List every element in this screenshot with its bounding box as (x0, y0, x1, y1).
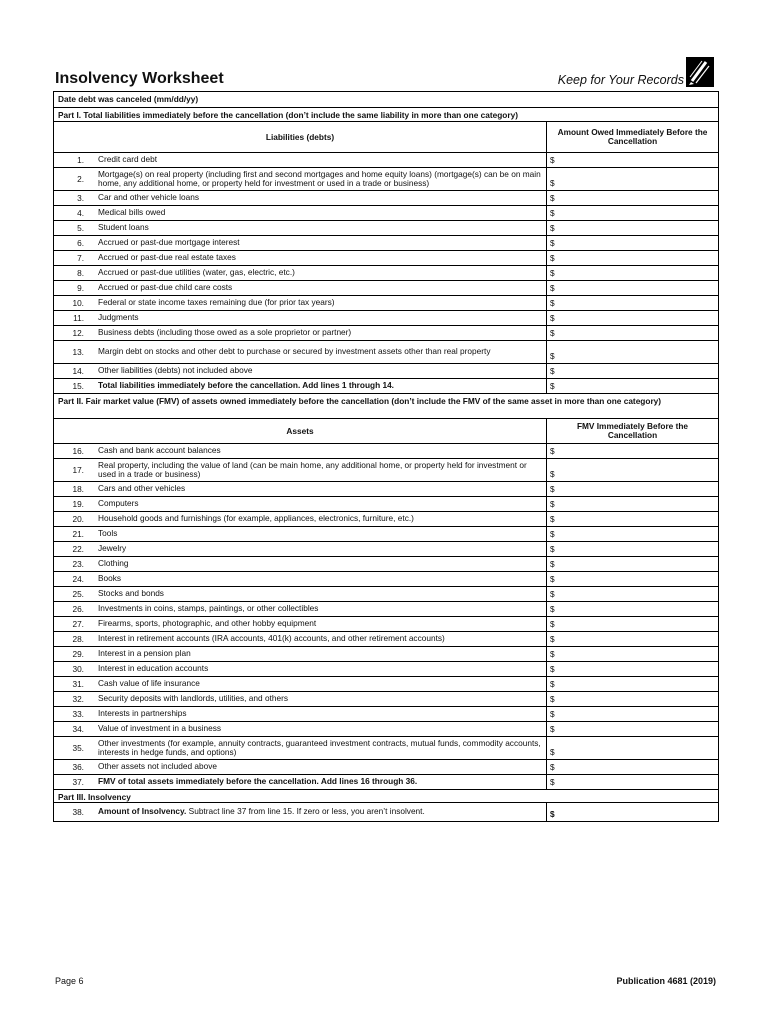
table-row (54, 236, 718, 251)
table-row (54, 707, 718, 722)
line-38-amount-field[interactable]: $ (546, 803, 718, 821)
part1-heading (54, 108, 718, 122)
amount-field[interactable]: $ (546, 572, 718, 586)
line-description: Business debts (including those owed as a sole proprietor or partner) (98, 327, 352, 338)
amount-field[interactable]: $ (546, 542, 718, 556)
amount-field[interactable]: $ (546, 692, 718, 706)
table-row (54, 326, 718, 341)
line-38-row (54, 803, 718, 822)
amount-field[interactable]: $ (546, 364, 718, 378)
amount-field[interactable]: $ (546, 587, 718, 601)
page-title: Insolvency Worksheet (55, 70, 224, 87)
assets-column-label: Assets (286, 426, 314, 436)
table-row (54, 587, 718, 602)
part3-heading (54, 790, 718, 803)
amount-field[interactable]: $ (546, 707, 718, 721)
part2-column-header (54, 419, 718, 444)
amount-field[interactable]: $ (546, 775, 718, 789)
line-description: Books (98, 573, 122, 584)
line-number: 24. (72, 574, 84, 584)
line-description: Computers (98, 498, 139, 509)
amount-field[interactable]: $ (546, 311, 718, 325)
table-row (54, 617, 718, 632)
amount-field[interactable]: $ (546, 236, 718, 250)
line-description: Judgments (98, 312, 139, 323)
line-description: Real property, including the value of land (can be main home, any additional home, or property held for investment or used in a trade or business) (98, 459, 527, 479)
table-row (54, 379, 718, 394)
amount-field[interactable]: $ (546, 482, 718, 496)
line-description: Accrued or past-due child care costs (98, 282, 233, 293)
line-number: 35. (72, 743, 84, 753)
table-row (54, 722, 718, 737)
line-description: FMV of total assets immediately before the cancellation. Add lines 16 through 36. (98, 776, 418, 787)
line-description: Investments in coins, stamps, paintings, or other collectibles (98, 603, 319, 614)
publication-id: Publication 4681 (2019) (616, 976, 716, 986)
line-description: Car and other vehicle loans (98, 192, 200, 203)
insolvency-instruction: Subtract line 37 from line 15. If zero or less, you aren’t insolvent. (186, 806, 425, 817)
amount-field[interactable]: $ (546, 677, 718, 691)
date-canceled-label: Date debt was canceled (mm/dd/yy) (58, 94, 199, 104)
amount-field[interactable]: $ (546, 379, 718, 393)
amount-field[interactable]: $ (546, 281, 718, 295)
line-number: 16. (72, 446, 84, 456)
line-description: Other investments (for example, annuity contracts, guaranteed investment contracts, mutual funds, commodity accounts, interests in hedge funds, and options) (98, 737, 541, 757)
table-row (54, 459, 718, 482)
amount-field[interactable]: $ (546, 296, 718, 310)
line-number: 22. (72, 544, 84, 554)
insolvency-worksheet-form (53, 91, 719, 822)
line-description: Firearms, sports, photographic, and other hobby equipment (98, 618, 317, 629)
line-number: 32. (72, 694, 84, 704)
date-canceled-row (54, 92, 718, 108)
part1-column-header (54, 122, 718, 153)
line-description: Cars and other vehicles (98, 483, 186, 494)
fmv-column-label: FMV Immediately Before the Cancellation (546, 419, 718, 443)
line-description: Clothing (98, 558, 129, 569)
line-description: Cash value of life insurance (98, 678, 200, 689)
line-description: Household goods and furnishings (for example, appliances, electronics, furniture, etc.) (98, 513, 414, 524)
amount-field[interactable]: $ (546, 341, 718, 363)
line-number: 9. (77, 283, 84, 293)
table-row (54, 266, 718, 281)
amount-field[interactable]: $ (546, 221, 718, 235)
line-description: Interests in partnerships (98, 708, 187, 719)
amount-field[interactable]: $ (546, 459, 718, 481)
line-description: Margin debt on stocks and other debt to purchase or secured by investment assets other than real property (98, 346, 491, 357)
line-description: Interest in retirement accounts (IRA accounts, 401(k) accounts, and other retirement accounts) (98, 633, 445, 644)
table-row (54, 206, 718, 221)
amount-field[interactable]: $ (546, 266, 718, 280)
amount-field[interactable]: $ (546, 206, 718, 220)
insolvency-label: Amount of Insolvency. (98, 806, 187, 817)
table-row (54, 632, 718, 647)
part2-heading-text: Part II. Fair market value (FMV) of assets owned immediately before the cancellation (don’t include the FMV of the same asset in more than one category) (58, 396, 662, 406)
table-row (54, 662, 718, 677)
amount-field[interactable]: $ (546, 326, 718, 340)
pencil-icon (686, 57, 714, 87)
amount-owed-column-label: Amount Owed Immediately Before the Cancellation (546, 122, 718, 152)
amount-field[interactable]: $ (546, 647, 718, 661)
line-number: 12. (72, 328, 84, 338)
line-number: 4. (77, 208, 84, 218)
line-description: Student loans (98, 222, 149, 233)
line-number: 15. (72, 381, 84, 391)
line-number: 38. (72, 807, 84, 817)
table-row (54, 281, 718, 296)
amount-field[interactable]: $ (546, 527, 718, 541)
line-number: 25. (72, 589, 84, 599)
part1-heading-text: Part I. Total liabilities immediately before the cancellation (don’t include the same liability in more than one category) (58, 110, 518, 120)
line-number: 20. (72, 514, 84, 524)
amount-field[interactable]: $ (546, 153, 718, 167)
amount-field[interactable]: $ (546, 557, 718, 571)
line-number: 29. (72, 649, 84, 659)
keep-records-note: Keep for Your Records (557, 73, 684, 87)
line-number: 11. (73, 313, 84, 323)
amount-field[interactable]: $ (546, 602, 718, 616)
line-description: Mortgage(s) on real property (including first and second mortgages and home equity loans) (mortgage(s) can be on main home, any additional home, or property held for investment or used in a trade or business) (98, 168, 541, 188)
line-number: 18. (72, 484, 84, 494)
line-description: Accrued or past-due real estate taxes (98, 252, 236, 263)
line-number: 21. (72, 529, 84, 539)
line-description (96, 803, 546, 821)
line-description: Credit card debt (98, 154, 158, 165)
line-description: Federal or state income taxes remaining due (for prior tax years) (98, 297, 335, 308)
table-row (54, 677, 718, 692)
table-row (54, 512, 718, 527)
amount-field[interactable]: $ (546, 760, 718, 774)
table-row (54, 311, 718, 326)
part1-rows (54, 153, 718, 394)
table-row (54, 602, 718, 617)
table-row (54, 221, 718, 236)
table-row (54, 364, 718, 379)
line-number: 8. (77, 268, 84, 278)
table-row (54, 542, 718, 557)
amount-field[interactable]: $ (546, 662, 718, 676)
table-row (54, 444, 718, 459)
line-description: Stocks and bonds (98, 588, 164, 599)
amount-field[interactable]: $ (546, 617, 718, 631)
table-row (54, 760, 718, 775)
table-row (54, 775, 718, 790)
line-description: Accrued or past-due mortgage interest (98, 237, 240, 248)
table-row (54, 557, 718, 572)
table-row (54, 251, 718, 266)
amount-field[interactable]: $ (546, 737, 718, 759)
table-row (54, 647, 718, 662)
liabilities-column-label: Liabilities (debts) (265, 132, 335, 142)
line-description: Total liabilities immediately before the cancellation. Add lines 1 through 14. (98, 380, 394, 391)
line-number: 27. (72, 619, 84, 629)
line-description: Interest in a pension plan (98, 648, 191, 659)
amount-field[interactable]: $ (546, 512, 718, 526)
amount-field[interactable]: $ (546, 191, 718, 205)
line-description: Value of investment in a business (98, 723, 221, 734)
line-number: 33. (72, 709, 84, 719)
line-number: 2. (77, 174, 84, 184)
table-row (54, 692, 718, 707)
line-description: Interest in education accounts (98, 663, 209, 674)
line-number: 5. (77, 223, 84, 233)
line-number: 36. (72, 762, 84, 772)
table-row (54, 527, 718, 542)
amount-field[interactable]: $ (546, 444, 718, 458)
line-number: 7. (77, 253, 84, 263)
part2-rows (54, 444, 718, 790)
amount-field[interactable]: $ (546, 632, 718, 646)
table-row (54, 482, 718, 497)
line-description: Other assets not included above (98, 761, 217, 772)
line-number: 31. (72, 679, 84, 689)
amount-field[interactable]: $ (546, 722, 718, 736)
line-number: 17. (72, 465, 84, 475)
amount-field[interactable]: $ (546, 497, 718, 511)
line-description: Other liabilities (debts) not included above (98, 365, 253, 376)
line-number: 3. (77, 193, 84, 203)
table-row (54, 737, 718, 760)
table-row (54, 572, 718, 587)
line-number: 1. (77, 155, 84, 165)
line-number: 37. (72, 777, 84, 787)
line-number: 34. (72, 724, 84, 734)
line-description: Tools (98, 528, 118, 539)
table-row (54, 296, 718, 311)
line-number: 13. (72, 347, 84, 357)
line-number: 10. (72, 298, 84, 308)
table-row (54, 191, 718, 206)
line-description: Jewelry (98, 543, 127, 554)
line-description: Accrued or past-due utilities (water, gas, electric, etc.) (98, 267, 295, 278)
line-number: 26. (72, 604, 84, 614)
line-number: 23. (72, 559, 84, 569)
table-row (54, 153, 718, 168)
table-row (54, 497, 718, 512)
line-description: Medical bills owed (98, 207, 166, 218)
amount-field[interactable]: $ (546, 168, 718, 190)
line-description: Cash and bank account balances (98, 445, 221, 456)
line-number: 6. (77, 238, 84, 248)
line-number: 19. (72, 499, 84, 509)
part3-heading-text: Part III. Insolvency (58, 792, 131, 802)
amount-field[interactable]: $ (546, 251, 718, 265)
table-row (54, 341, 718, 364)
line-number: 30. (72, 664, 84, 674)
page-number: Page 6 (55, 976, 84, 986)
line-number: 28. (72, 634, 84, 644)
line-description: Security deposits with landlords, utilities, and others (98, 693, 289, 704)
part2-heading (54, 394, 718, 419)
table-row (54, 168, 718, 191)
line-number: 14. (72, 366, 84, 376)
